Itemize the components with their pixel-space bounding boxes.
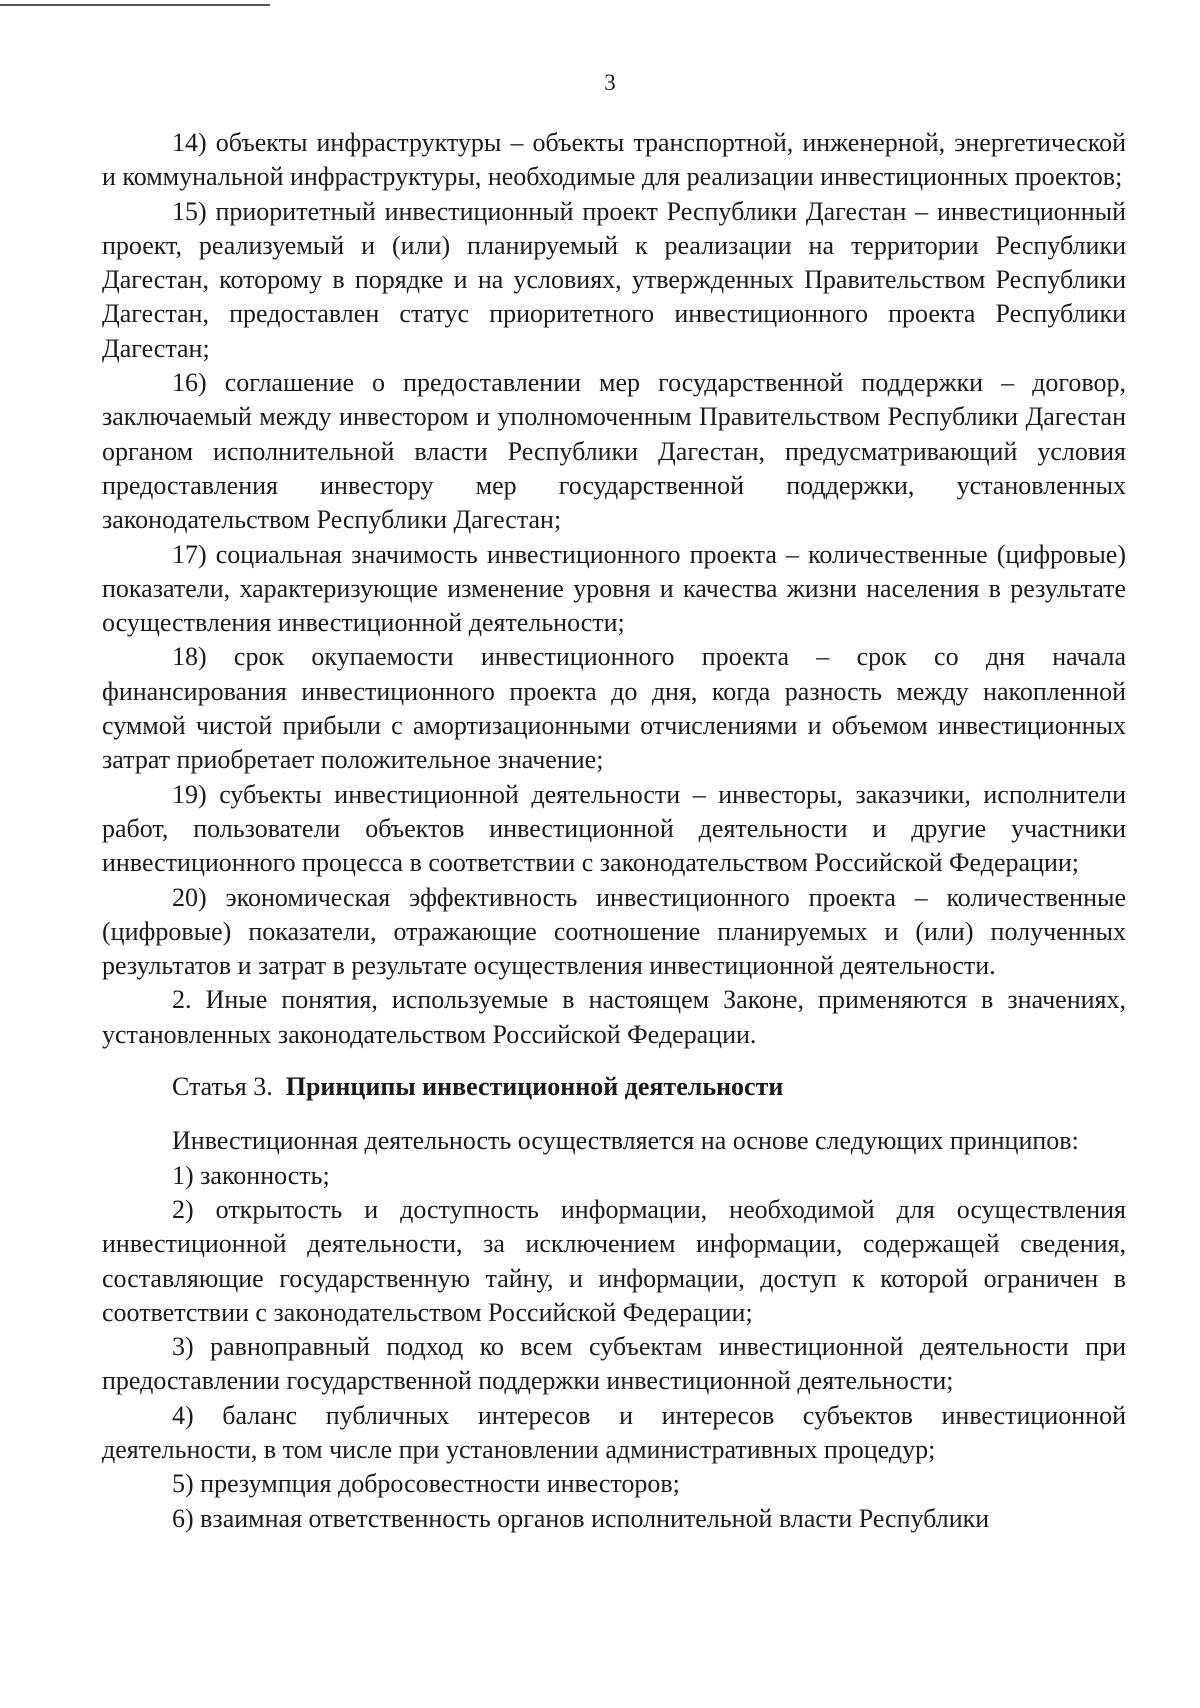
principle-item-1: 1) законность; bbox=[172, 1160, 330, 1190]
principle-item-5: 5) презумпция добросовестности инвесторов; bbox=[172, 1469, 680, 1499]
article-label: Статья 3. bbox=[172, 1072, 273, 1102]
document-body bbox=[102, 126, 1126, 1536]
definition-item-15: 15) приоритетный инвестиционный проект Республики Дагестан – инвестиционный проект, реализуемый и (или) планируемый к реализации на территории Республики Дагестан, которому в порядке и на условиях, утвержденных Правительством Республики Дагестан, предоставлен статус приоритетного инвестиционного проекта Республики Дагестан; bbox=[102, 196, 1126, 363]
clause-2: 2. Иные понятия, используемые в настоящем Законе, применяются в значениях, установленных законодательством Российской Федерации. bbox=[102, 985, 1126, 1049]
definition-item-20: 20) экономическая эффективность инвестиционного проекта – количественные (цифровые) показатели, отражающие соотношение планируемых и (или) полученных результатов и затрат в результате осуществления инвестиционной деятельности. bbox=[102, 882, 1126, 981]
principle-item-4: 4) баланс публичных интересов и интересов субъектов инвестиционной деятельности, в том числе при установлении административных процедур; bbox=[102, 1400, 1126, 1464]
definition-item-16: 16) соглашение о предоставлении мер государственной поддержки – договор, заключаемый между инвестором и уполномоченным Правительством Республики Дагестан органом исполнительной власти Республики Дагестан, предусматривающий условия предоставления инвестору мер государственной поддержки, установленных законодательством Республики Дагестан; bbox=[102, 368, 1126, 535]
article-title: Принципы инвестиционной деятельности bbox=[285, 1072, 784, 1102]
principles-intro: Инвестиционная деятельность осуществляется на основе следующих принципов: bbox=[172, 1126, 1079, 1156]
scan-edge-line bbox=[0, 4, 270, 6]
article-heading bbox=[102, 1070, 1126, 1104]
principle-item-6: 6) взаимная ответственность органов исполнительной власти Республики bbox=[172, 1503, 990, 1533]
definition-item-14: 14) объекты инфраструктуры – объекты транспортной, инженерной, энергетической и коммунальной инфраструктуры, необходимые для реализации инвестиционных проектов; bbox=[102, 128, 1126, 192]
definition-item-18: 18) срок окупаемости инвестиционного проекта – срок со дня начала финансирования инвестиционного проекта до дня, когда разность между накопленной суммой чистой прибыли с амортизационными отчислениями и объемом инвестиционных затрат приобретает положительное значение; bbox=[102, 642, 1126, 775]
principle-item-2: 2) открытость и доступность информации, необходимой для осуществления инвестиционной деятельности, за исключением информации, содержащей сведения, составляющие государственную тайну, и информации, доступ к которой ограничен в соответствии с законодательством Российской Федерации; bbox=[102, 1194, 1126, 1327]
page-number: 3 bbox=[604, 70, 616, 95]
definition-item-19: 19) субъекты инвестиционной деятельности – инвесторы, заказчики, исполнители работ, пользователи объектов инвестиционной деятельности и другие участники инвестиционного процесса в соответствии с законодательством Российской Федерации; bbox=[102, 779, 1126, 878]
definition-item-17: 17) социальная значимость инвестиционного проекта – количественные (цифровые) показатели, характеризующие изменение уровня и качества жизни населения в результате осуществления инвестиционной деятельности; bbox=[102, 539, 1126, 638]
principle-item-3: 3) равноправный подход ко всем субъектам инвестиционной деятельности при предоставлении государственной поддержки инвестиционной деятельности; bbox=[102, 1332, 1126, 1396]
